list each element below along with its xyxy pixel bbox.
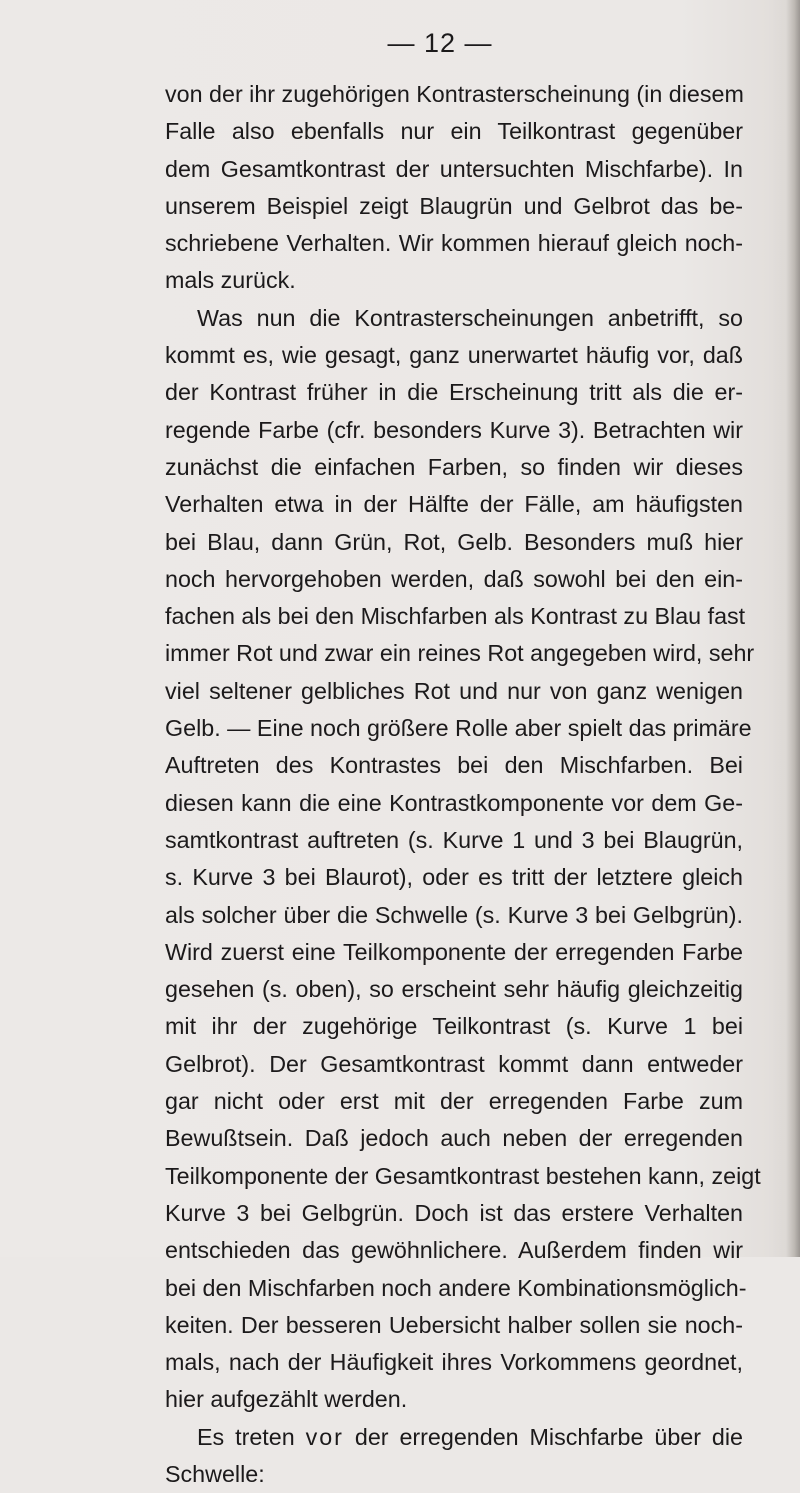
text-line: schriebene Verhalten. Wir kommen hierauf gleich noch- (165, 230, 743, 257)
text-line: s. Kurve 3 bei Blaurot), oder es tritt der letztere gleich (165, 864, 743, 891)
text-line: dem Gesamtkontrast der untersuchten Mischfarbe). In (165, 155, 743, 182)
text-line: von der ihr zugehörigen Kontrasterscheinung (in diesem (165, 81, 744, 107)
text-line: noch hervorgehoben werden, daß sowohl bei den ein- (165, 565, 743, 592)
text-segment: der erregenden Mischfarbe über die (343, 1423, 743, 1450)
text-line-emphasis (165, 1419, 743, 1456)
page-edge-shadow (786, 0, 800, 1257)
text-line: Bewußtsein. Daß jedoch auch neben der erregenden (165, 1125, 743, 1152)
text-line: als solcher über die Schwelle (s. Kurve 3 bei Gelbgrün). (165, 901, 743, 928)
body-text (165, 76, 761, 1493)
text-line: Falle also ebenfalls nur ein Teilkontrast gegenüber (165, 118, 743, 145)
text-line: mals zurück. (165, 267, 296, 294)
text-line: mals, nach der Häufigkeit ihres Vorkommens geordnet, (165, 1349, 743, 1376)
text-line: fachen als bei den Mischfarben als Kontrast zu Blau fast (165, 603, 746, 630)
text-line: der Kontrast früher in die Erscheinung tritt als die er- (165, 379, 743, 406)
text-line: gesehen (s. oben), so erscheint sehr häufig gleichzeitig (165, 976, 743, 1003)
text-line: Gelb. — Eine noch größere Rolle aber spielt das primäre (165, 715, 752, 742)
text-line: immer Rot und zwar ein reines Rot angegeben wird, sehr (165, 640, 755, 667)
spaced-word: vor (305, 1423, 344, 1450)
text-line: unserem Beispiel zeigt Blaugrün und Gelbrot das be- (165, 192, 743, 219)
text-line: zunächst die einfachen Farben, so finden wir dieses (165, 453, 743, 480)
text-line: bei Blau, dann Grün, Rot, Gelb. Besonders muß hier (165, 528, 743, 555)
text-line: Was nun die Kontrasterscheinungen anbetrifft, so (197, 304, 743, 331)
text-line: gar nicht oder erst mit der erregenden Farbe zum (165, 1088, 743, 1115)
text-line: Wird zuerst eine Teilkomponente der erregenden Farbe (165, 938, 743, 965)
text-line: Auftreten des Kontrastes bei den Mischfarben. Bei (165, 752, 743, 779)
text-line: Schwelle: (165, 1460, 265, 1487)
text-line: regende Farbe (cfr. besonders Kurve 3). Betrachten wir (165, 416, 743, 443)
text-line: mit ihr der zugehörige Teilkontrast (s. Kurve 1 bei (165, 1013, 743, 1040)
text-line: entschieden das gewöhnlichere. Außerdem finden wir (165, 1237, 743, 1264)
text-line: keiten. Der besseren Uebersicht halber sollen sie noch- (165, 1311, 743, 1338)
text-segment: Es treten (197, 1423, 306, 1450)
text-line: bei den Mischfarben noch andere Kombinationsmöglich- (165, 1274, 747, 1301)
text-line: Teilkomponente der Gesamtkontrast bestehen kann, zeigt (165, 1162, 761, 1189)
text-line: hier aufgezählt werden. (165, 1386, 408, 1413)
text-line: Kurve 3 bei Gelbgrün. Doch ist das erstere Verhalten (165, 1199, 743, 1226)
text-line: samtkontrast auftreten (s. Kurve 1 und 3 bei Blaugrün, (165, 826, 743, 853)
text-line: kommt es, wie gesagt, ganz unerwartet häufig vor, daß (165, 342, 743, 369)
text-line: viel seltener gelbliches Rot und nur von ganz wenigen (165, 677, 743, 704)
page-number: — 12 — (387, 28, 493, 58)
text-line: Gelbrot). Der Gesamtkontrast kommt dann entweder (165, 1050, 743, 1077)
text-line: diesen kann die eine Kontrastkomponente vor dem Ge- (165, 789, 743, 816)
text-line: Verhalten etwa in der Hälfte der Fälle, am häufigsten (165, 491, 743, 518)
